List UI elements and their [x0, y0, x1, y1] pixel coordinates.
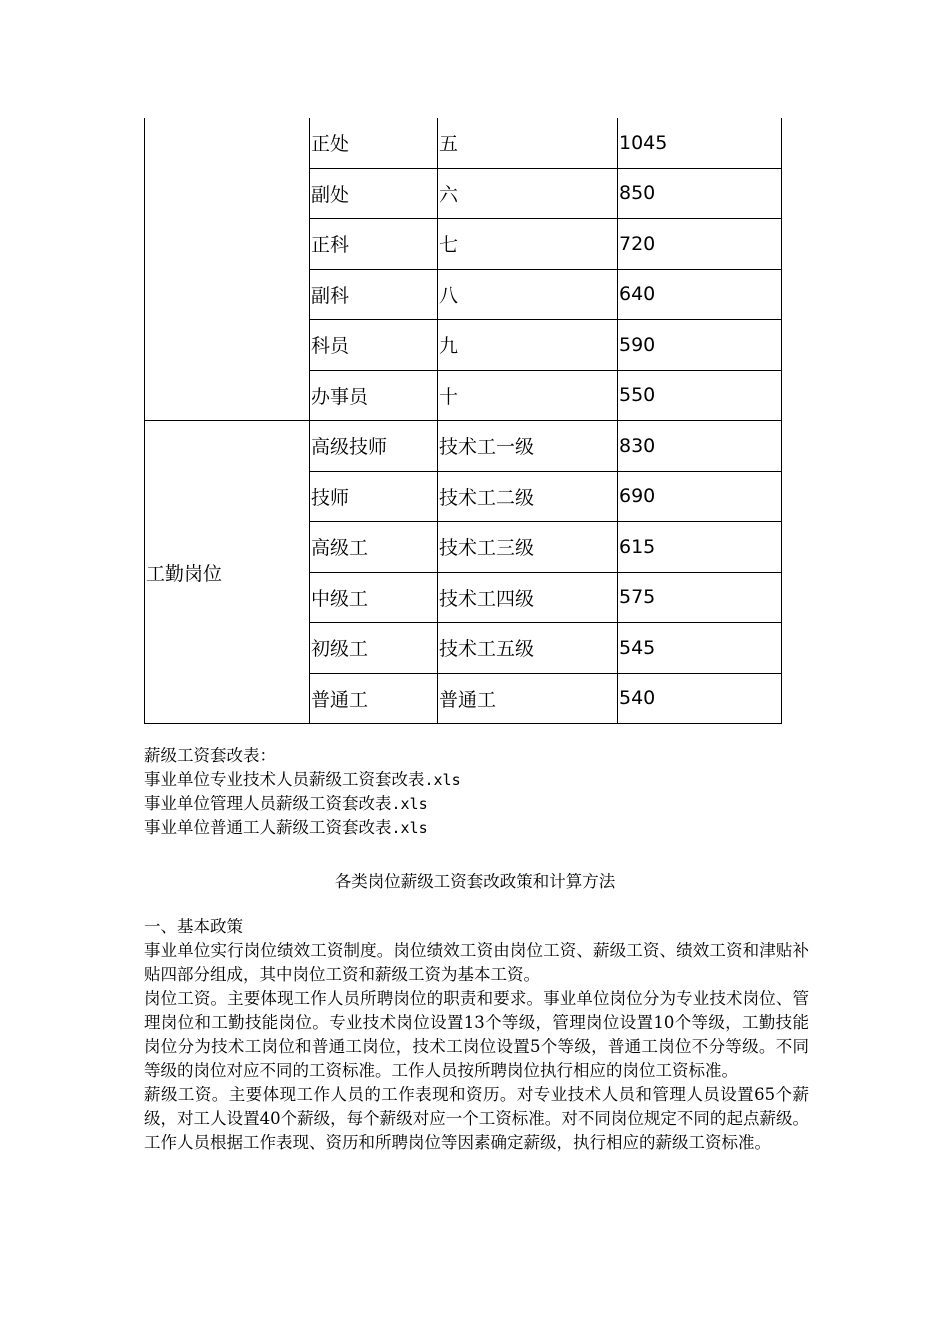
table-cell-amount: 550 — [618, 370, 782, 421]
table-cell-position: 办事员 — [310, 370, 438, 421]
salary-grade-table — [144, 118, 782, 724]
table-cell-position: 副科 — [310, 269, 438, 320]
table-cell-amount: 575 — [618, 572, 782, 623]
table-cell-position: 初级工 — [310, 623, 438, 674]
table-cell-amount: 690 — [618, 471, 782, 522]
table-cell-amount: 615 — [618, 522, 782, 573]
paragraph: 事业单位实行岗位绩效工资制度。岗位绩效工资由岗位工资、薪级工资、绩效工资和津贴补贴四部分组成，其中岗位工资和薪级工资为基本工资。 — [144, 941, 809, 984]
table-cell-amount: 850 — [618, 168, 782, 219]
policy-title: 各类岗位薪级工资套改政策和计算方法 — [334, 872, 616, 891]
attachments-heading: 薪级工资套改表： — [144, 746, 276, 765]
table-cell-group-label: 工勤岗位 — [145, 421, 310, 724]
table-cell-grade: 八 — [438, 269, 618, 320]
table-cell-amount: 540 — [618, 673, 782, 724]
table-cell-amount: 590 — [618, 320, 782, 371]
table-cell-position: 技师 — [310, 471, 438, 522]
table-cell-amount: 545 — [618, 623, 782, 674]
table-cell-position: 正科 — [310, 219, 438, 270]
table-row — [145, 421, 782, 472]
attachment-name: 事业单位专业技术人员薪级工资套改表 — [144, 770, 425, 789]
attachment-name: 事业单位管理人员薪级工资套改表 — [144, 794, 392, 813]
attachment-ext: .xls — [391, 819, 428, 837]
table-cell-grade: 九 — [438, 320, 618, 371]
table-cell-grade: 技术工五级 — [438, 623, 618, 674]
table-cell-grade: 技术工三级 — [438, 522, 618, 573]
table-cell-position: 副处 — [310, 168, 438, 219]
policy-body — [144, 915, 809, 1155]
table-cell-position: 正处 — [310, 118, 438, 168]
table-cell-position: 中级工 — [310, 572, 438, 623]
table-cell-empty — [145, 118, 310, 421]
attachment-name: 事业单位普通工人薪级工资套改表 — [144, 818, 392, 837]
table-cell-grade: 六 — [438, 168, 618, 219]
table-cell-grade: 技术工二级 — [438, 471, 618, 522]
paragraph: 薪级工资。主要体现工作人员的工作表现和资历。对专业技术人员和管理人员设置65个薪级，对工人设置40个薪级，每个薪级对应一个工资标准。对不同岗位规定不同的起点薪级。工作人员根据工作表现、资历和所聘岗位等因素确定薪级，执行相应的薪级工资标准。 — [144, 1085, 809, 1152]
table-cell-grade: 技术工四级 — [438, 572, 618, 623]
table-cell-grade: 普通工 — [438, 673, 618, 724]
table-cell-grade: 五 — [438, 118, 618, 168]
table-cell-grade: 七 — [438, 219, 618, 270]
table-cell-amount: 1045 — [618, 118, 782, 168]
attachment-link[interactable] — [144, 768, 824, 792]
attachment-link[interactable] — [144, 792, 824, 816]
table-cell-amount: 640 — [618, 269, 782, 320]
table-cell-position: 高级工 — [310, 522, 438, 573]
table-cell-position: 高级技师 — [310, 421, 438, 472]
table-cell-position: 普通工 — [310, 673, 438, 724]
table-cell-grade: 技术工一级 — [438, 421, 618, 472]
paragraph: 岗位工资。主要体现工作人员所聘岗位的职责和要求。事业单位岗位分为专业技术岗位、管理岗位和工勤技能岗位。专业技术岗位设置13个等级，管理岗位设置10个等级，工勤技能岗位分为技术工岗位和普通工岗位，技术工岗位设置5个等级，普通工岗位不分等级。不同等级的岗位对应不同的工资标准。工作人员按所聘岗位执行相应的岗位工资标准。 — [144, 989, 809, 1080]
table-row — [145, 118, 782, 168]
section-heading: 一、基本政策 — [144, 917, 243, 936]
attachment-link[interactable] — [144, 816, 824, 840]
attachment-ext: .xls — [391, 795, 428, 813]
table-cell-amount: 830 — [618, 421, 782, 472]
attachment-ext: .xls — [424, 771, 461, 789]
table-cell-amount: 720 — [618, 219, 782, 270]
attachments-section — [144, 744, 824, 840]
table-cell-position: 科员 — [310, 320, 438, 371]
table-cell-grade: 十 — [438, 370, 618, 421]
